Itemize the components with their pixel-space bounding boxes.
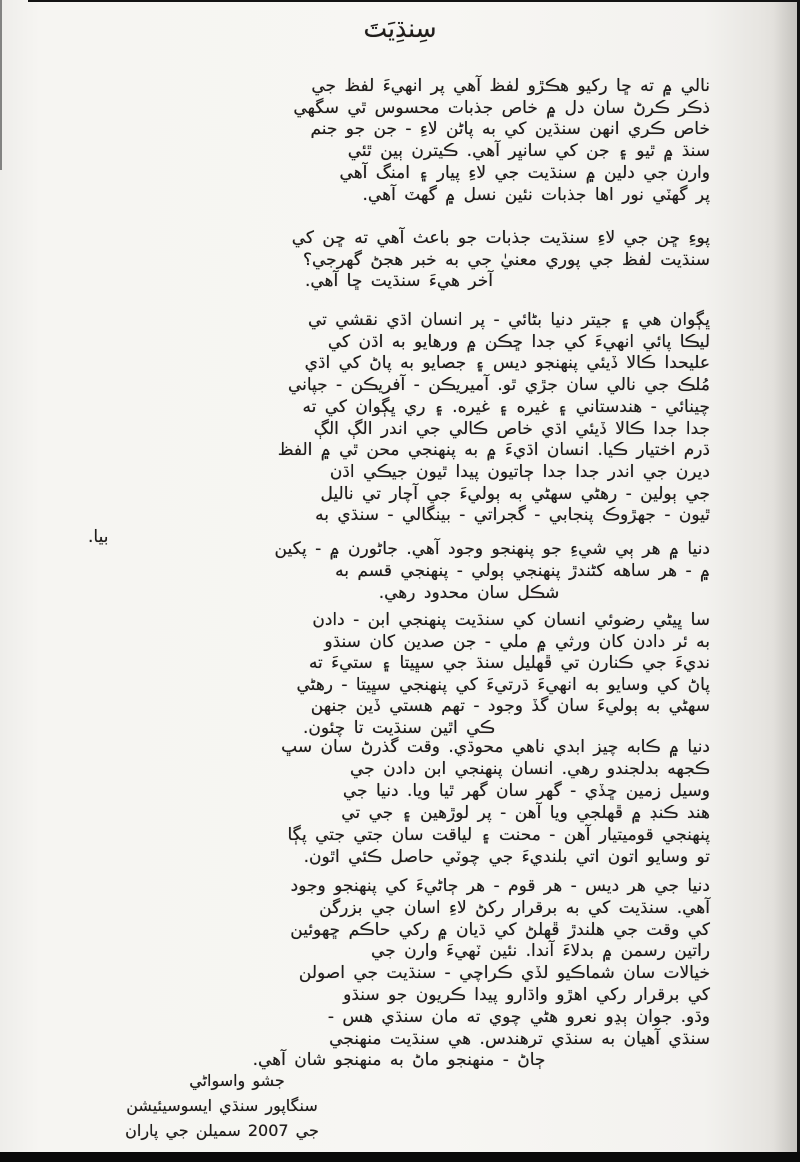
text-line: مُلڪ جي نالي سان جڙي ٿو. آميريڪن - آفريڪن - جپاني [287,375,710,396]
text-line: بيا. [88,527,109,548]
text-line: پاڻ کي وسايو به انهيءَ ڌرتيءَ کي پنهنجي سڀيتا - رهڻي [296,674,710,695]
text-line: سنڌ ۾ ٿيو ۽ جن کي سانڀر آهي. ڪيترن ٻين ٿئي [347,141,710,162]
signature-author: جشو واسواڻي [189,1071,285,1090]
text-line: کي برقرار رکي اهڙو واڌارو پيدا ڪريون جو سنڌو [343,984,710,1005]
paragraph [88,538,710,604]
text-line: ڪجهه بدلجندو رهي. انسان پنهنجي ابن دادن جي [349,759,710,779]
text-line: آهي. سنڌيت کي به برقرار رکڻ لاءِ اسان جي بزرگن [319,897,710,918]
text-line: نالي ۾ ته ڇا رکيو هڪڙو لفظ آهي پر انهيءَ لفظ جي [311,76,710,96]
text-line: دنيا ۾ هر ٻي شيءِ جو پنهنجو وجود آهي. جاڻورن ۾ - پکين [274,539,710,559]
text-line: شڪل سان محدود رهي. [378,583,560,603]
text-line: خيالات سان شماڪيو لڏي ڪراچي - سنڌيت جي اصولن [298,963,710,984]
text-line: تو وسايو اتون اتي بلنديءَ جي چوٽي حاصل ڪئي اٿون. [303,847,710,867]
text-line: وسيل زمين ڇڏي - گهر سان گهر ٿيا ويا. دنيا جي [342,781,710,801]
text-line: ڄاڻ - منهنجو ماڻ به منهنجو شان آهي. [252,1050,546,1071]
text-line: ديرن جي اندر جدا جدا ڄاتيون پيدا ٿيون جيڪي اڌن [329,461,710,482]
text-line: ليڪا پائي انهيءَ کي جدا ڇڪن ۾ ورهايو به اڌن کي [327,331,710,352]
signature-organization: سنگاپور سنڌي ايسوسيئيشن [126,1096,318,1115]
text-line: سنڌيت لفظ جي پوري معنيٰ جي به خبر هجڻ گهرجي؟ [302,249,710,270]
paragraph [88,736,710,868]
text-line: پوءِ ڇن جي لاءِ سنڌيت جذبات جو باعث آهي ته ڇن کي [291,228,710,248]
text-line: جدا جدا ڪالا ڏيئي اڌي خاص ڪالي جي اندر الڳ الڳ [313,418,710,439]
paragraph [88,310,710,549]
text-line: ڪي اٿين سنڌيت تا چئون. [302,717,495,738]
paragraph [88,228,710,293]
signature-block [92,1068,352,1143]
text-line: وڌو. جوان ٻڍو نعرو هڻي چوي ته مان سنڌي هس - [327,1006,710,1027]
text-line: جي ٻولين - رهڻي سهڻي به ٻوليءَ جي آچار تي ناليل [320,483,710,504]
text-line: سهڻي به ٻوليءَ سان گڏ وجود - تهم هستي ڏين جنهن [310,696,710,716]
text-line: عليحدا ڪالا ڏيئي پنهنجو ديس ۽ جصايو به پاڻ کي اڌي [304,353,710,374]
text-line: دنيا جي هر ديس - هر قوم - هر ڄاڻيءَ کي پنهنجو وجود [290,876,710,896]
paragraph [88,76,710,206]
text-line: آخر هيءَ سنڌيت ڇا آهي. [304,271,494,292]
text-line: سنڌي آهيان به سنڌي ترهندس. هي سنڌيت منهنجي [329,1028,710,1049]
text-line: ٿيون - جهڙوڪ پنجابي - گجراتي - بينگالي - سنڌي به [315,505,710,526]
text-line: به ئر دادن کان ورثي ۾ ملي - جن صدين کان سنڌو [324,631,710,652]
text-line: ڌرم اختيار ڪيا. انسان اڌيءَ ۾ به پنهنجي محن ٿي ۾ الفظ [277,440,710,461]
text-line: دنيا ۾ ڪابه چيز ابدي ناهي محوڌي. وقت گذرڻ سان سڀ [281,737,710,757]
text-line: چينائي - هندستاني ۽ غيره ۽ غيره. ۽ ري ڀڳوان کي ته [302,396,710,417]
signature-source-line: جي 2007 سميلن جي پاران [125,1121,319,1140]
paragraph [88,876,710,1072]
text-line: ڀڳوان هي ۽ جيتر دنيا بڻائي - پر انسان اڌي نقشي تي [307,310,710,330]
paragraph [88,610,710,739]
text-line: سا ڀيڻي رضوئي انسان کي سنڌيت پنهنجي ابن - دادن [312,610,710,630]
text-line: ۾ - هر ساهه کڻندڙ پنهنجي ٻولي - پنهنجي قسم به [335,561,710,581]
text-line: کي وقت جي هلندڙ ڦهلڻ کي ڌيان ۾ رکي حاڪم ڇهوئين [290,919,710,940]
text-line: پنهنجي قوميتيار آهن - محنت ۽ لياقت سان جتي جتي پڳا [287,825,710,845]
text-line: پر گهٽي نور اها جذبات نئين نسل ۾ گهٽ آهي. [362,184,710,205]
page-title: سِنڌِيَتَ [363,14,437,43]
text-line: نديءَ جي ڪنارن تي ڦهليل سنڌ جي سڀيتا ۽ ستيءَ ته [308,653,710,673]
text-line: وارن جي دلين ۾ سنڌيت جي لاءِ پيار ۽ امنگ آهي [339,162,710,183]
text-line: ذڪر ڪرڻ سان دل ۾ خاص جذبات محسوس ٿي سگهي [293,97,710,118]
text-line: راتين رسمن ۾ بدلاءَ آندا. نئين ٽهيءَ وارن جي [371,941,710,962]
text-line: هند ڪنڊ ۾ ڦهلجي ويا آهن - پر لوڙهين ۽ جي تي [341,803,710,823]
text-line: خاص ڪري انهن سنڌين کي به پاڻن لاءِ - جن جو جنم [310,119,710,140]
